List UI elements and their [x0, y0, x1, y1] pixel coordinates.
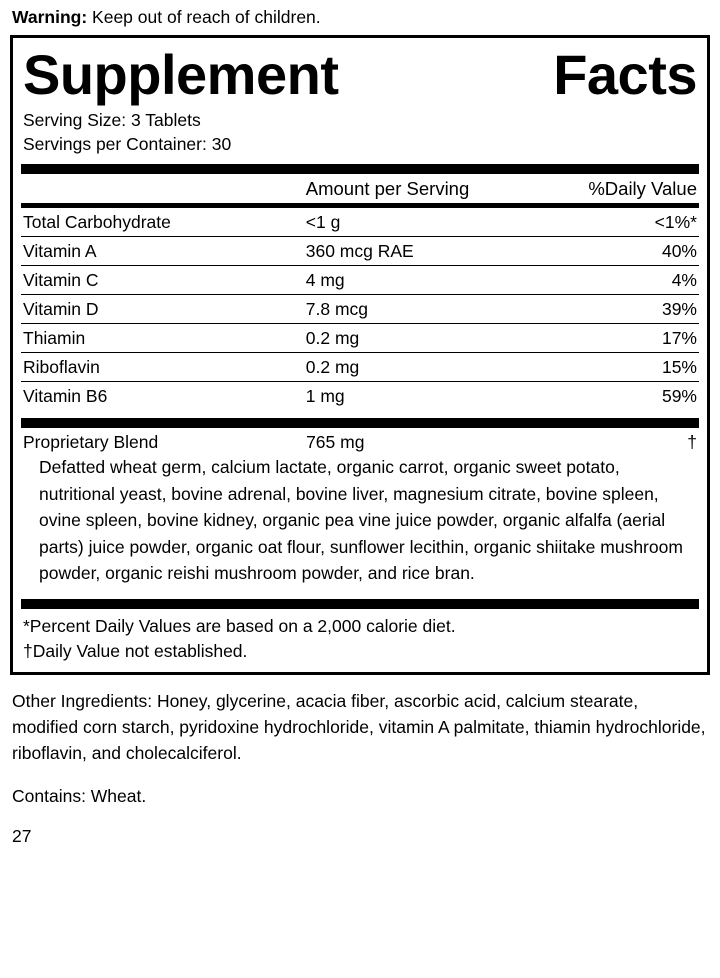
nutrient-amount: 7.8 mcg	[306, 295, 530, 324]
nutrient-dv: 40%	[529, 237, 699, 266]
table-row	[21, 324, 699, 353]
supplement-facts-panel	[10, 35, 710, 675]
nutrient-dv: <1%*	[654, 211, 697, 232]
nutrient-name: Vitamin A	[21, 237, 306, 266]
header-daily-value: %Daily Value	[588, 177, 697, 199]
table-row	[21, 353, 699, 382]
nutrient-dv: 4%	[529, 266, 699, 295]
contains-statement: Contains: Wheat.	[12, 785, 147, 806]
nutrient-amount: 1 mg	[306, 382, 530, 411]
nutrient-amount: 360 mcg RAE	[306, 237, 530, 266]
page-number: 27	[12, 825, 32, 846]
servings-per-container: Servings per Container: 30	[23, 134, 232, 154]
blend-amount: 765 mg	[306, 432, 365, 452]
panel-title-left: Supplement	[23, 43, 339, 106]
proprietary-blend-row	[21, 428, 699, 454]
nutrient-dv: 15%	[529, 353, 699, 382]
nutrient-dv: 39%	[529, 295, 699, 324]
blend-ingredients: Defatted wheat germ, calcium lactate, organic carrot, organic sweet potato, nutritional yeast, bovine adrenal, bovine liver, magnesium citrate, bovine spleen, ovine spleen, bovine kidney, organic pea vine juice powder, organic alfalfa (aerial parts) juice powder, organic oat flour, sunflower lecithin, organic shiitake mushroom powder, organic reishi mushroom powder, and rice bran.	[39, 457, 683, 583]
table-row	[21, 266, 699, 295]
warning-label: Warning:	[12, 7, 88, 27]
nutrient-table	[21, 174, 699, 203]
panel-title-right: Facts	[553, 43, 697, 106]
nutrient-amount: 0.2 mg	[306, 353, 530, 382]
footnote-daily-values: *Percent Daily Values are based on a 2,000 calorie diet.	[23, 615, 456, 636]
table-row	[21, 237, 699, 266]
blend-name: Proprietary Blend	[23, 432, 159, 452]
blend-dv: †	[687, 432, 697, 452]
other-ingredients: Other Ingredients: Honey, glycerine, acacia fiber, ascorbic acid, calcium stearate, modified corn starch, pyridoxine hydrochloride, vitamin A palmitate, thiamin hydrochloride, riboflavin, and cholecalciferol.	[12, 690, 706, 763]
nutrient-name: Riboflavin	[21, 353, 306, 382]
rule-thick-top	[21, 164, 699, 174]
nutrient-name: Total Carbohydrate	[23, 211, 171, 232]
serving-size: Serving Size: 3 Tablets	[23, 110, 201, 130]
panel-inner	[13, 38, 707, 672]
nutrient-amount: 4 mg	[306, 266, 530, 295]
nutrient-name: Vitamin B6	[21, 382, 306, 411]
rule-thick-above-footnotes	[21, 599, 699, 609]
warning-line	[10, 0, 710, 35]
nutrient-amount: 0.2 mg	[306, 324, 530, 353]
table-row	[21, 208, 699, 237]
table-row	[21, 295, 699, 324]
header-nutrient-name	[21, 174, 306, 203]
nutrient-dv: 17%	[529, 324, 699, 353]
header-amount-per-serving: Amount per Serving	[305, 177, 470, 199]
panel-title	[21, 40, 699, 108]
nutrient-dv: 59%	[529, 382, 699, 411]
nutrient-table-header	[21, 174, 699, 203]
nutrient-name: Vitamin D	[21, 295, 306, 324]
rule-thick-above-blend	[21, 418, 699, 428]
nutrient-name: Vitamin C	[21, 266, 306, 295]
nutrient-rows	[21, 208, 699, 410]
footnote-dv-not-established: †Daily Value not established.	[23, 640, 248, 661]
table-row	[21, 382, 699, 411]
footnotes	[21, 609, 699, 666]
nutrient-name: Thiamin	[21, 324, 306, 353]
warning-text: Keep out of reach of children.	[87, 7, 321, 27]
nutrient-amount: <1 g	[305, 211, 341, 232]
